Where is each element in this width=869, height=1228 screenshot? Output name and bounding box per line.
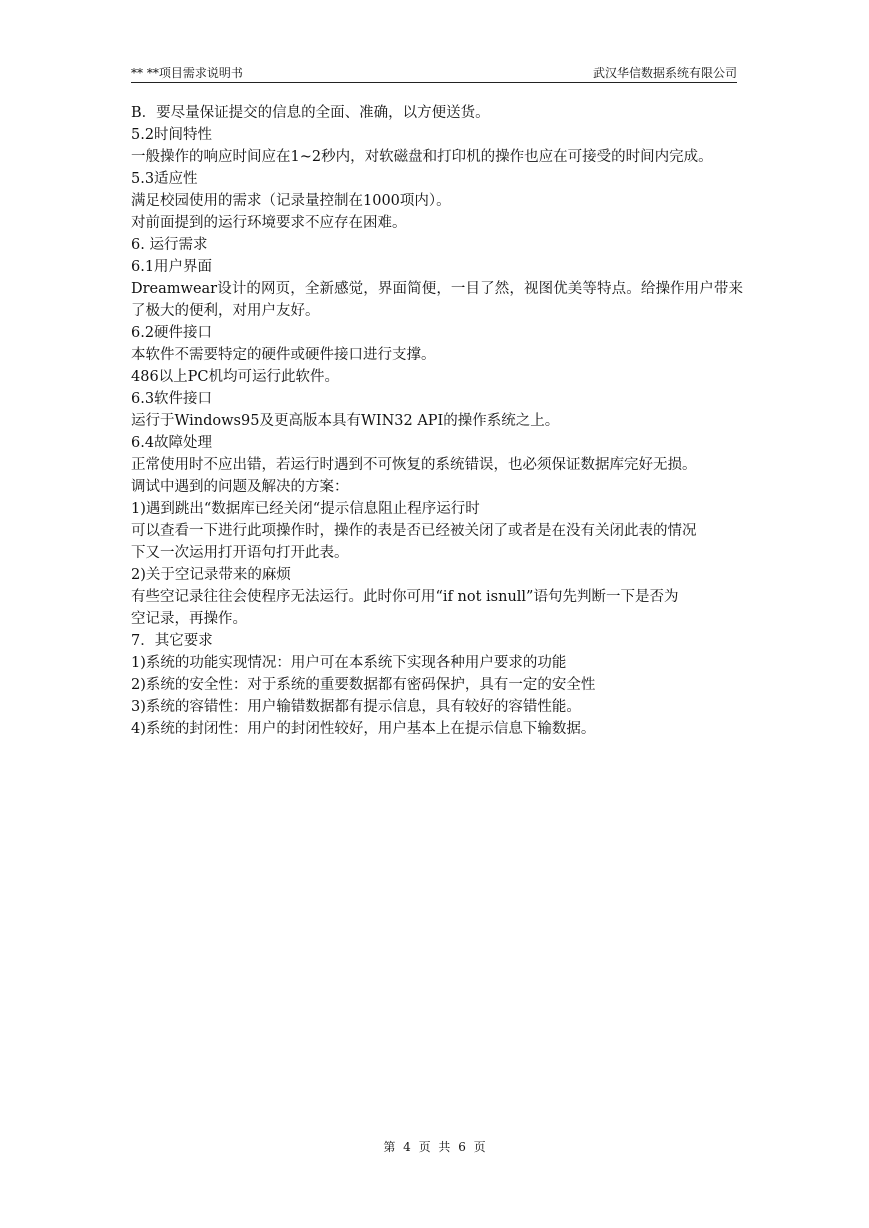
list-item: 2)系统的安全性：对于系统的重要数据都有密码保护，具有一定的安全性	[131, 677, 596, 693]
body-line: 有些空记录往往会使程序无法运行。此时你可用“if not isnull”语句先判断一下是否为	[131, 589, 679, 605]
section-heading: 7．其它要求	[131, 633, 213, 649]
section-heading: 6.2硬件接口	[131, 325, 213, 341]
section-heading: 5.2时间特性	[131, 127, 213, 143]
body-line: 满足校园使用的需求（记录量控制在1000项内）。	[131, 193, 451, 209]
body-line: 可以查看一下进行此项操作时，操作的表是否已经被关闭了或者是在没有关闭此表的情况	[131, 523, 697, 539]
body-line: 一般操作的响应时间应在1~2秒内，对软磁盘和打印机的操作也应在可接受的时间内完成。	[131, 149, 713, 165]
body-line: 486以上PC机均可运行此软件。	[131, 369, 340, 385]
document-title: ** **项目需求说明书	[131, 66, 243, 80]
page-header	[131, 62, 737, 83]
document-body	[131, 102, 743, 740]
body-line: 本软件不需要特定的硬件或硬件接口进行支撑。	[131, 347, 436, 363]
body-line: 空记录，再操作。	[131, 611, 247, 627]
body-line: 对前面提到的运行环境要求不应存在困难。	[131, 215, 407, 231]
section-heading: 6. 运行需求	[131, 237, 208, 253]
body-line: 下又一次运用打开语句打开此表。	[131, 545, 349, 561]
body-line: 2)关于空记录带来的麻烦	[131, 567, 291, 583]
section-heading: 6.3软件接口	[131, 391, 213, 407]
body-line: 调试中遇到的问题及解决的方案：	[131, 479, 349, 495]
body-line: 运行于Windows95及更高版本具有WIN32 API的操作系统之上。	[131, 413, 560, 429]
company-name: 武汉华信数据系统有限公司	[592, 66, 737, 80]
body-line: 1)遇到跳出“数据库已经关闭“提示信息阻止程序运行时	[131, 501, 480, 517]
list-item: 4)系统的封闭性：用户的封闭性较好，用户基本上在提示信息下输数据。	[131, 721, 596, 737]
list-item: 3)系统的容错性：用户输错数据都有提示信息，具有较好的容错性能。	[131, 699, 581, 715]
list-item: 1)系统的功能实现情况：用户可在本系统下实现各种用户要求的功能	[131, 655, 567, 671]
page-number: 第 4 页 共 6 页	[383, 1140, 486, 1154]
body-line: Dreamwear设计的网页，全新感觉，界面简便，一目了然，视图优美等特点。给操作用户带来了极大的便利，对用户友好。	[131, 281, 743, 319]
section-heading: 6.4故障处理	[131, 435, 213, 451]
section-heading: 6.1用户界面	[131, 259, 213, 275]
body-line: B．要尽量保证提交的信息的全面、准确，以方便送货。	[131, 105, 490, 121]
section-heading: 5.3适应性	[131, 171, 198, 187]
body-line: 正常使用时不应出错，若运行时遇到不可恢复的系统错误，也必须保证数据库完好无损。	[131, 457, 697, 473]
